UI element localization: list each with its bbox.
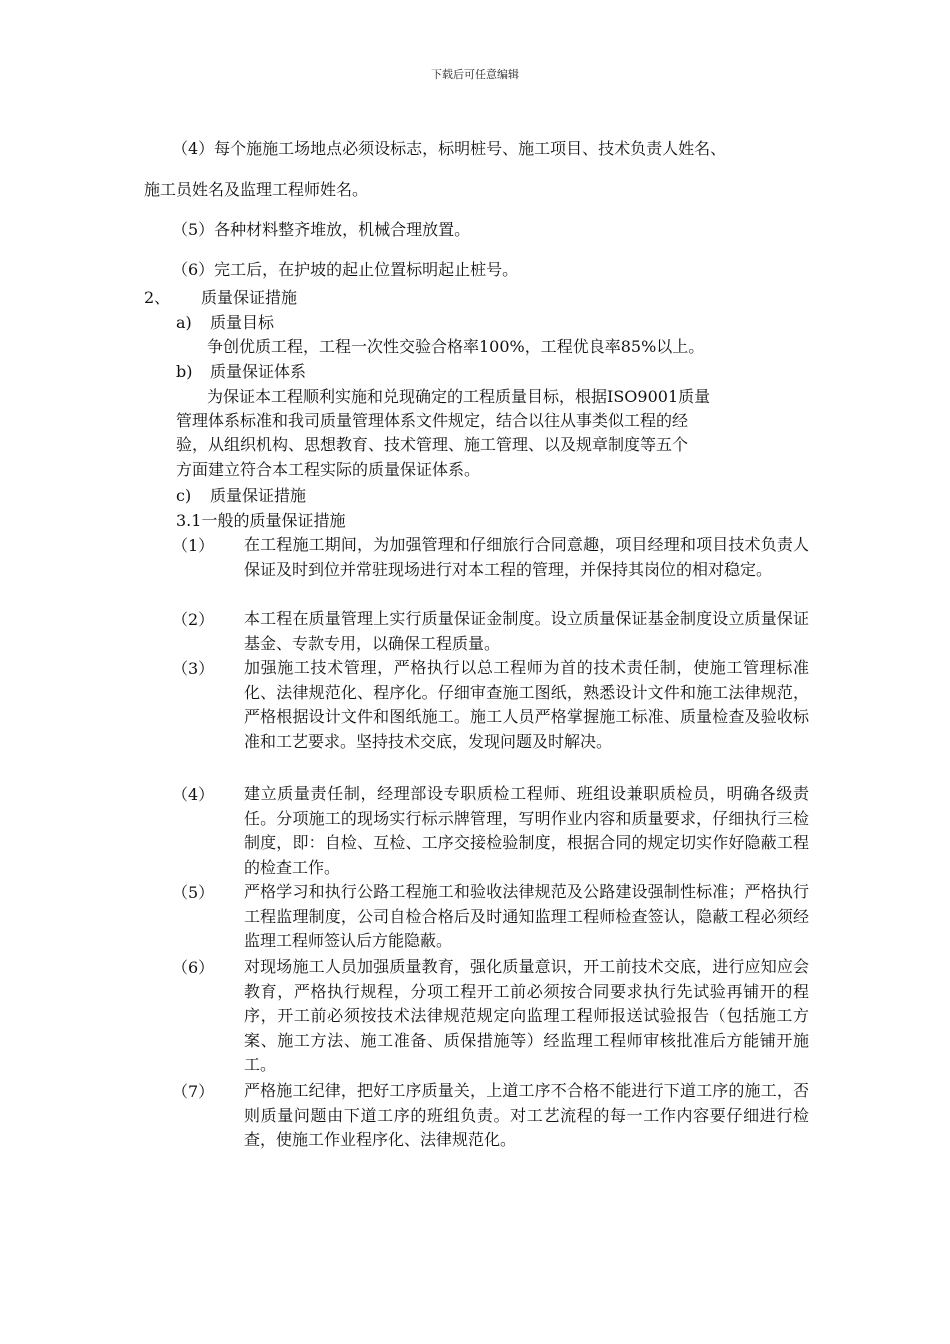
list-item-number: （4） (172, 785, 215, 804)
subsection-b-title: 质量保证体系 (210, 362, 307, 381)
subsection-a-title: 质量目标 (210, 313, 275, 332)
subsection-3-1-title: 3.1一般的质量保证措施 (176, 511, 346, 530)
list-item-number: （1） (172, 536, 215, 555)
paragraph-6: （6）完工后，在护坡的起止位置标明起止桩号。 (172, 260, 519, 279)
list-item-number: （3） (172, 659, 215, 678)
quality-target-text: 争创优质工程，工程一次性交验合格率100%，工程优良率85%以上。 (207, 337, 705, 356)
list-item-text: 在工程施工期间，为加强管理和仔细旅行合同意趣，项目经理和项目技术负责人保证及时到位并常驻现场进行对本工程的管理，并保持其岗位的相对稳定。 (244, 535, 809, 579)
section-2-title: 质量保证措施 (201, 288, 298, 307)
subsection-c-label: c) (176, 486, 192, 505)
paragraph-5: （5）各种材料整齐堆放，机械合理放置。 (172, 220, 471, 239)
list-item-number: （5） (172, 883, 215, 902)
section-2-number: 2、 (144, 288, 171, 307)
list-item-text: 严格施工纪律，把好工序质量关，上道工序不合格不能进行下道工序的施工，否则质量问题由下道工序的班组负责。对工艺流程的每一工作内容要仔细进行检查，使施工作业程序化、法律规范化。 (244, 1081, 809, 1149)
list-item-text: 严格学习和执行公路工程施工和验收法律规范及公路建设强制性标准；严格执行工程监理制度，公司自检合格后及时通知监理工程师检查签认，隐蔽工程必须经监理工程师签认后方能隐蔽。 (244, 882, 809, 950)
list-item-text: 建立质量责任制，经理部设专职质检工程师、班组设兼职质检员，明确各级责任。分项施工的现场实行标示牌管理，写明作业内容和质量要求，仔细执行三检制度，即：自检、互检、工序交接检验制度，根据合同的规定切实作好隐蔽工程的检查工作。 (244, 784, 809, 877)
list-item-number: （7） (172, 1082, 215, 1101)
paragraph-4-line-1: （4）每个施施工场地点必须设标志，标明桩号、施工项目、技术负责人姓名、 (172, 139, 727, 158)
subsection-a-label: a) (176, 313, 192, 332)
list-item-text: 对现场施工人员加强质量教育，强化质量意识，开工前技术交底，进行应知应会教育，严格执行规程，分项工程开工前必须按合同要求执行先试验再铺开的程序，开工前必须按技术法律规范规定向监理工程师报送试验报告（包括施工方案、施工方法、施工准备、质保措施等）经监理工程师审核批准后方能铺开施工。 (244, 957, 809, 1074)
subsection-b-label: b) (176, 362, 193, 381)
quality-system-line: 管理体系标准和我司质量管理体系文件规定，结合以往从事类似工程的经 (176, 411, 689, 430)
quality-system-line: 方面建立符合本工程实际的质量保证体系。 (176, 460, 481, 479)
page-header: 下载后可任意编辑 (431, 68, 519, 81)
list-item-number: （6） (172, 958, 215, 977)
paragraph-4-line-2: 施工员姓名及监理工程师姓名。 (144, 180, 369, 199)
list-item-number: （2） (172, 610, 215, 629)
subsection-c-title: 质量保证措施 (210, 486, 307, 505)
list-item-text: 加强施工技术管理，严格执行以总工程师为首的技术责任制，使施工管理标准化、法律规范化、程序化。仔细审查施工图纸，熟悉设计文件和施工法律规范，严格根据设计文件和图纸施工。施工人员严格掌握施工标准、质量检查及验收标准和工艺要求。坚持技术交底，发现问题及时解决。 (244, 658, 809, 751)
quality-system-line: 为保证本工程顺利实施和兑现确定的工程质量目标，根据ISO9001质量 (207, 387, 711, 406)
list-item-text: 本工程在质量管理上实行质量保证金制度。设立质量保证基金制度设立质量保证基金、专款专用，以确保工程质量。 (244, 609, 809, 653)
quality-system-line: 验，从组织机构、思想教育、技术管理、施工管理、以及规章制度等五个 (176, 435, 689, 454)
